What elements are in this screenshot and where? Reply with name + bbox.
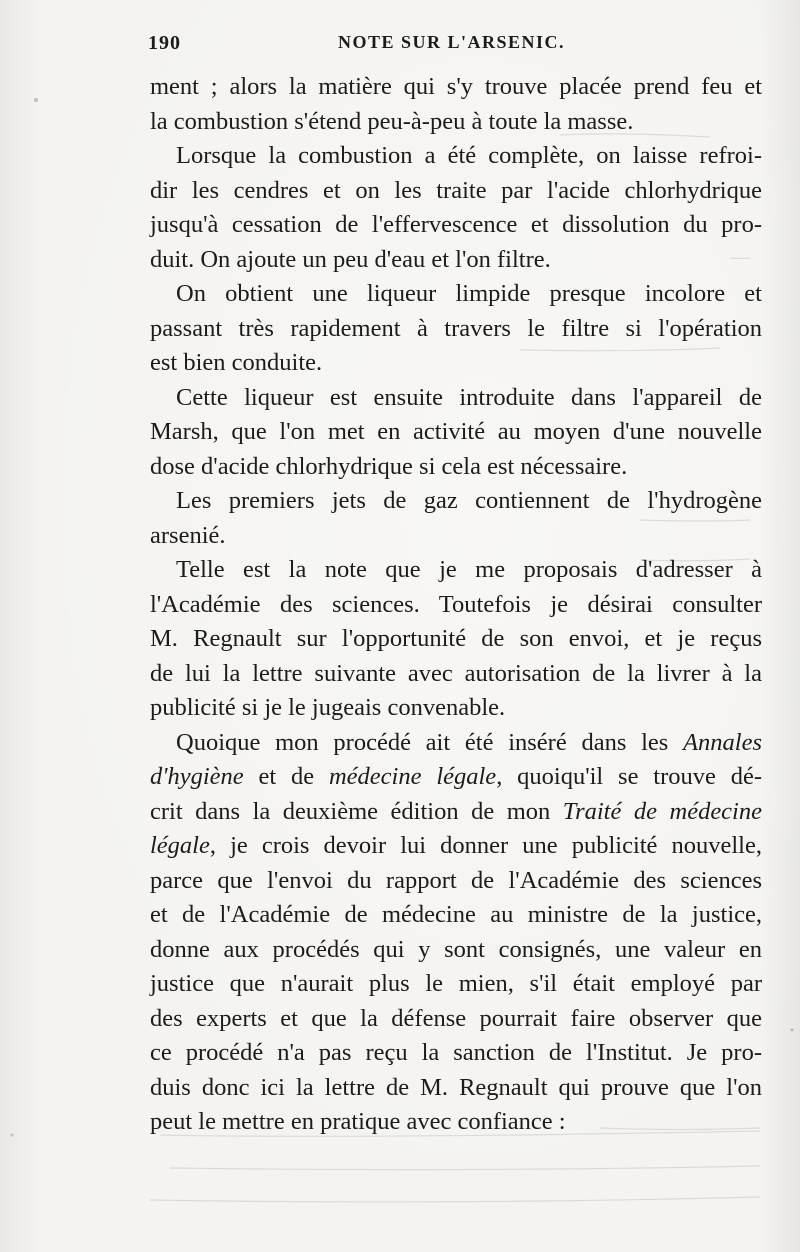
paragraph-start-line: Les premiers jets de gaz contiennent de l'hydrogène <box>176 487 762 514</box>
text-line: parce que l'envoi du rapport de l'Académie des sciences <box>150 866 762 894</box>
text-line: et de l'Académie de médecine au ministre de la justice, <box>150 901 762 928</box>
running-head: NOTE SUR L'ARSENIC. <box>338 32 566 52</box>
body-text <box>150 70 762 1140</box>
paragraph-start-line: Telle est la note que je me proposais d'adresser à <box>176 556 762 583</box>
text-line: arsenié. <box>150 521 226 549</box>
italic-title-text: légale <box>150 832 210 859</box>
page-number: 190 <box>148 32 181 54</box>
paragraph-start-line: On obtient une liqueur limpide presque incolore et <box>176 280 762 307</box>
text-line: des experts et que la défense pourrait faire observer que <box>150 1004 762 1032</box>
text-line: crit dans la deuxième édition de mon Traité de médecine <box>150 797 762 825</box>
text-line: ce procédé n'a pas reçu la sanction de l'Institut. Je pro- <box>150 1039 762 1066</box>
text-line: peut le mettre en pratique avec confiance : <box>150 1108 566 1135</box>
text-line: d'hygiène et de médecine légale, quoiqu'il se trouve dé- <box>150 763 763 790</box>
text-line: duis donc ici la lettre de M. Regnault qui prouve que l'on <box>150 1073 762 1101</box>
italic-title-text: Annales <box>683 728 762 756</box>
text-line: publicité si je le jugeais convenable. <box>150 694 506 721</box>
text-line: M. Regnault sur l'opportunité de son envoi, et je reçus <box>150 625 762 652</box>
italic-title-text: Traité de médecine <box>562 797 762 825</box>
text-line: est bien conduite. <box>150 349 323 376</box>
text-line: donne aux procédés qui y sont consignés, une valeur en <box>150 935 762 963</box>
text-line: Marsh, que l'on met en activité au moyen d'une nouvelle <box>150 418 762 445</box>
text-line: justice que n'aurait plus le mien, s'il était employé par <box>150 970 762 997</box>
text-line: ment ; alors la matière qui s'y trouve placée prend feu et <box>150 73 762 100</box>
text-line: dir les cendres et on les traite par l'acide chlorhydrique <box>150 176 762 204</box>
paragraph-start-line: Cette liqueur est ensuite introduite dans l'appareil de <box>176 383 762 411</box>
text-line: duit. On ajoute un peu d'eau et l'on filtre. <box>150 245 551 273</box>
text-line: l'Académie des sciences. Toutefois je désirai consulter <box>150 590 762 618</box>
text-line: la combustion s'étend peu-à-peu à toute la masse. <box>150 107 634 135</box>
text-line: dose d'acide chlorhydrique si cela est nécessaire. <box>150 452 628 480</box>
text-line: passant très rapidement à travers le filtre si l'opération <box>150 314 762 342</box>
italic-title-text: médecine légale <box>328 763 497 790</box>
text-line: légale, je crois devoir lui donner une publicité nouvelle, <box>150 832 762 859</box>
text-line: jusqu'à cessation de l'effervescence et dissolution du pro- <box>150 211 762 238</box>
page-header <box>148 30 760 60</box>
paragraph-start-line: Lorsque la combustion a été complète, on laisse refroi- <box>176 142 762 169</box>
text-line: de lui la lettre suivante avec autorisation de la livrer à la <box>150 659 762 687</box>
paragraph-start-line: Quoique mon procédé ait été inséré dans les Annales <box>176 728 762 756</box>
italic-title-text: d'hygiène <box>150 763 244 790</box>
